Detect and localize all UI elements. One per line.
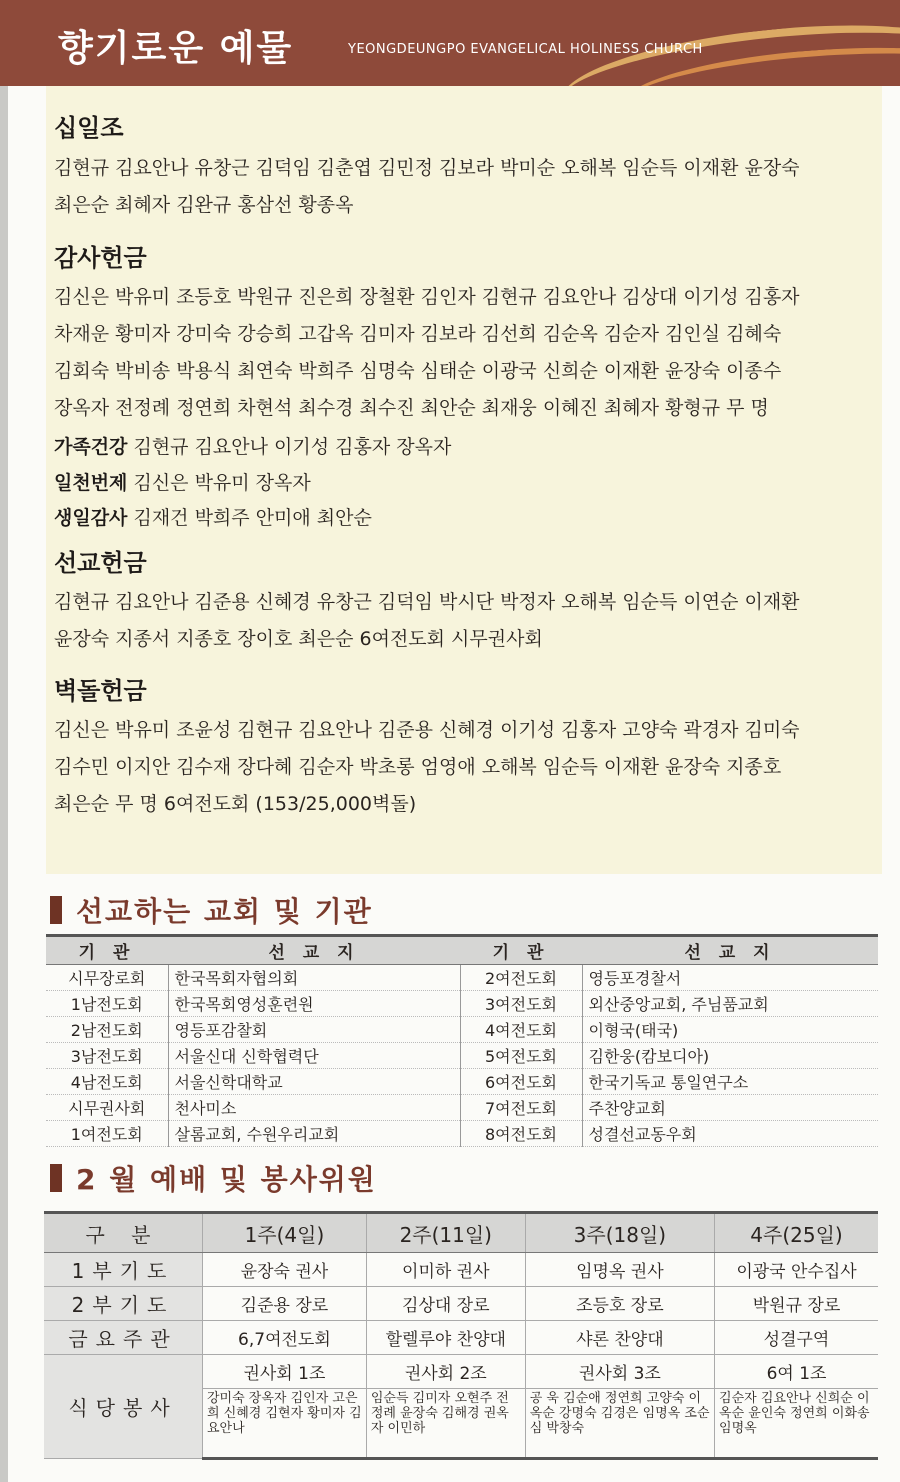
col-header: 2주(11일) <box>366 1213 525 1253</box>
col-header: 1주(4일) <box>203 1213 367 1253</box>
mission-cell: 한국목회영성훈련원 <box>168 991 460 1017</box>
row-label: 식당봉사 <box>44 1355 203 1459</box>
section-title-tithe: 십일조 <box>54 114 124 142</box>
mission-cell: 성결선교동우회 <box>582 1121 878 1147</box>
heading-marker <box>50 896 62 924</box>
mission-names <box>54 584 824 658</box>
table-row <box>46 1069 878 1095</box>
org-cell: 1남전도회 <box>46 991 168 1017</box>
service-cell: 할렐루야 찬양대 <box>366 1321 525 1355</box>
mission-cell: 한국목회자협의회 <box>168 965 460 991</box>
org-cell: 3여전도회 <box>460 991 582 1017</box>
table-row <box>46 1017 878 1043</box>
table-row <box>46 1043 878 1069</box>
mission-cell: 천사미소 <box>168 1095 460 1121</box>
service-table-heading <box>50 1158 377 1198</box>
mission-cell: 이형국(태국) <box>582 1017 878 1043</box>
section-title-thanks: 감사헌금 <box>54 244 147 272</box>
service-cell: 샤론 찬양대 <box>525 1321 714 1355</box>
row-label: 금요주관 <box>44 1321 203 1355</box>
mission-cell: 영등포경찰서 <box>582 965 878 991</box>
name-line: 최은순 최혜자 김완규 홍삼선 황종옥 <box>54 194 354 216</box>
brick-names <box>54 712 824 823</box>
service-cell: 이미하 권사 <box>366 1253 525 1287</box>
group-cell: 권사회 2조 <box>366 1355 525 1389</box>
name-line: 윤장숙 지종서 지종호 장이호 최은순 6여전도회 시무권사회 <box>54 628 543 650</box>
name-line: 김현규 김요안나 유창근 김덕임 김춘엽 김민정 김보라 박미순 오해복 임순득 이재환 윤장숙 <box>54 157 800 179</box>
org-cell: 2남전도회 <box>46 1017 168 1043</box>
org-cell: 5여전도회 <box>460 1043 582 1069</box>
mission-cell: 서울신대 신학협력단 <box>168 1043 460 1069</box>
table-row <box>46 965 878 991</box>
service-cell: 조등호 장로 <box>525 1287 714 1321</box>
header-banner <box>0 0 900 86</box>
org-cell: 6여전도회 <box>460 1069 582 1095</box>
section-title-brick: 벽돌헌금 <box>54 677 147 705</box>
mission-cell: 영등포감찰회 <box>168 1017 460 1043</box>
org-cell: 1여전도회 <box>46 1121 168 1147</box>
mission-cell: 살롬교회, 수원우리교회 <box>168 1121 460 1147</box>
org-cell: 시무권사회 <box>46 1095 168 1121</box>
service-cell: 성결구역 <box>715 1321 878 1355</box>
member-cell: 임순득 김미자 오현주 전정례 윤장숙 김해경 권옥자 이민하 <box>366 1389 525 1459</box>
table-row <box>44 1253 878 1287</box>
mission-table-heading <box>50 890 373 930</box>
sub-names: 김신은 박유미 장옥자 <box>133 472 311 494</box>
service-cell: 김상대 장로 <box>366 1287 525 1321</box>
church-name: YEONGDEUNGPO EVANGELICAL HOLINESS CHURCH <box>348 42 703 57</box>
heading-marker <box>50 1164 62 1192</box>
service-table <box>44 1211 878 1460</box>
name-line: 김회숙 박비송 박용식 최연숙 박희주 심명숙 심태순 이광국 신희순 이재환 윤장숙 이종수 <box>54 360 782 382</box>
mission-table <box>46 934 878 1147</box>
member-cell: 공 욱 김순애 정연희 고양숙 이옥순 강명숙 김경은 임명옥 조순심 박창숙 <box>525 1389 714 1459</box>
table-row <box>46 1121 878 1147</box>
group-cell: 6여 1조 <box>715 1355 878 1389</box>
org-cell: 3남전도회 <box>46 1043 168 1069</box>
org-cell: 시무장로회 <box>46 965 168 991</box>
col-header: 기 관 <box>46 936 168 965</box>
thousand-offering-line <box>54 468 311 495</box>
service-cell: 이광국 안수집사 <box>715 1253 878 1287</box>
service-cell: 윤장숙 권사 <box>203 1253 367 1287</box>
org-cell: 8여전도회 <box>460 1121 582 1147</box>
table-row <box>44 1287 878 1321</box>
sub-names: 김재건 박희주 안미애 최안순 <box>133 507 372 529</box>
page-title: 향기로운 예물 <box>58 28 294 69</box>
col-header: 구 분 <box>44 1213 203 1253</box>
table-header-row <box>46 936 878 965</box>
section-title-mission: 선교헌금 <box>54 549 147 577</box>
mission-cell: 외산중앙교회, 주님품교회 <box>582 991 878 1017</box>
col-header: 4주(25일) <box>715 1213 878 1253</box>
sub-label: 생일감사 <box>54 507 128 529</box>
service-cell: 김준용 장로 <box>203 1287 367 1321</box>
member-cell: 강미숙 장옥자 김인자 고은희 신혜경 김현자 황미자 김요안나 <box>203 1389 367 1459</box>
col-header: 기 관 <box>460 936 582 965</box>
name-line: 김현규 김요안나 김준용 신혜경 유창근 김덕임 박시단 박정자 오해복 임순득 이연순 이재환 <box>54 591 800 613</box>
heading-text: 선교하는 교회 및 기관 <box>76 895 373 928</box>
name-line: 장옥자 전정례 정연희 차현석 최수경 최수진 최안순 최재웅 이혜진 최혜자 황형규 무 명 <box>54 397 769 419</box>
name-line: 최은순 무 명 6여전도회 (153/25,000벽돌) <box>54 793 417 815</box>
heading-text: 2 월 예배 및 봉사위원 <box>76 1163 377 1196</box>
table-row <box>46 1095 878 1121</box>
thanks-names <box>54 279 824 427</box>
org-cell: 7여전도회 <box>460 1095 582 1121</box>
service-cell: 6,7여전도회 <box>203 1321 367 1355</box>
org-cell: 2여전도회 <box>460 965 582 991</box>
family-health-line <box>54 432 451 459</box>
tithe-names <box>54 150 824 224</box>
name-line: 차재운 황미자 강미숙 강승희 고갑옥 김미자 김보라 김선희 김순옥 김순자 김인실 김혜숙 <box>54 323 782 345</box>
sub-label: 일천번제 <box>54 472 128 494</box>
col-header: 선 교 지 <box>168 936 460 965</box>
sub-label: 가족건강 <box>54 436 128 458</box>
member-cell: 김순자 김요안나 신희순 이옥순 윤인숙 정연희 이화송 임명옥 <box>715 1389 878 1459</box>
table-row <box>44 1355 878 1389</box>
row-label: 1부기도 <box>44 1253 203 1287</box>
name-line: 김신은 박유미 조윤성 김현규 김요안나 김준용 신혜경 이기성 김홍자 고양숙 곽경자 김미숙 <box>54 719 800 741</box>
col-header: 3주(18일) <box>525 1213 714 1253</box>
service-cell: 박원규 장로 <box>715 1287 878 1321</box>
name-line: 김신은 박유미 조등호 박원규 진은희 장철환 김인자 김현규 김요안나 김상대 이기성 김홍자 <box>54 286 800 308</box>
birthday-line <box>54 503 372 530</box>
sub-names: 김현규 김요안나 이기성 김홍자 장옥자 <box>133 436 452 458</box>
mission-cell: 한국기독교 통일연구소 <box>582 1069 878 1095</box>
table-row <box>46 991 878 1017</box>
mission-cell: 김한웅(캄보디아) <box>582 1043 878 1069</box>
page-edge <box>0 86 8 1482</box>
org-cell: 4남전도회 <box>46 1069 168 1095</box>
mission-cell: 서울신학대학교 <box>168 1069 460 1095</box>
group-cell: 권사회 1조 <box>203 1355 367 1389</box>
group-cell: 권사회 3조 <box>525 1355 714 1389</box>
table-row <box>44 1321 878 1355</box>
mission-cell: 주찬양교회 <box>582 1095 878 1121</box>
name-line: 김수민 이지안 김수재 장다혜 김순자 박초롱 엄영애 오해복 임순득 이재환 윤장숙 지종호 <box>54 756 782 778</box>
table-header-row <box>44 1213 878 1253</box>
col-header: 선 교 지 <box>582 936 878 965</box>
service-cell: 임명옥 권사 <box>525 1253 714 1287</box>
row-label: 2부기도 <box>44 1287 203 1321</box>
org-cell: 4여전도회 <box>460 1017 582 1043</box>
